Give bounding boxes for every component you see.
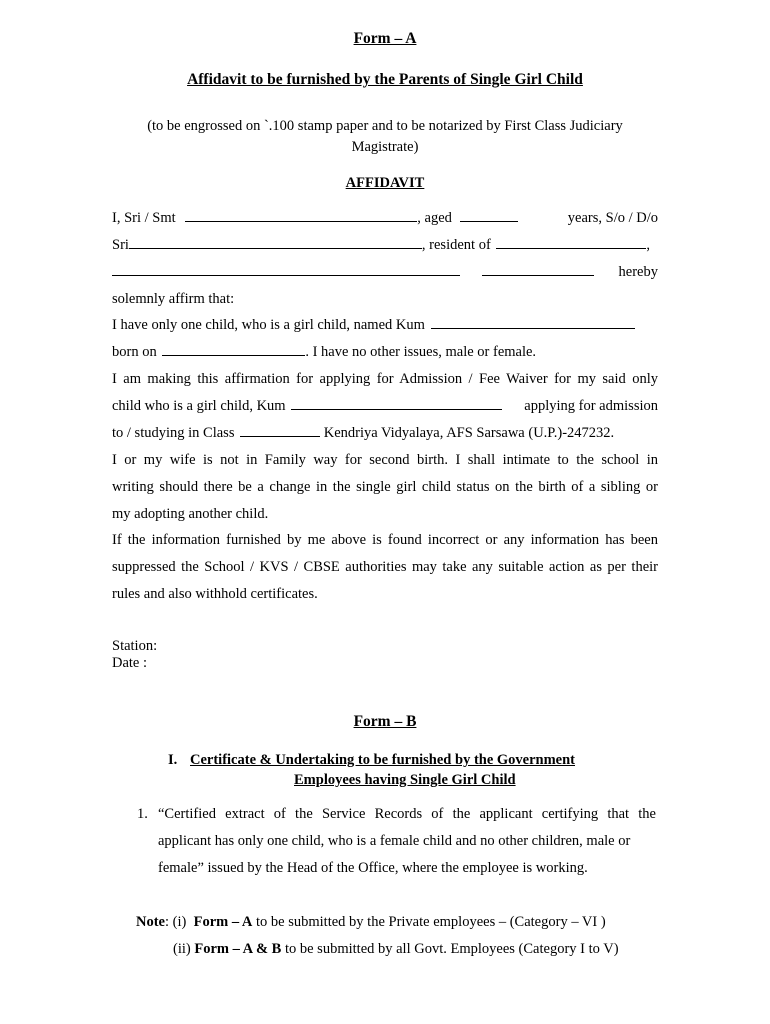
affidavit-line-address bbox=[112, 259, 658, 286]
adoption-line: my adopting another child. bbox=[112, 506, 269, 522]
note-text: : (i) bbox=[165, 914, 194, 930]
line-text: I have only one child, who is a girl child, named Kum bbox=[112, 317, 425, 333]
child-name-blank-2[interactable] bbox=[291, 408, 502, 410]
age-blank[interactable] bbox=[460, 220, 518, 222]
note-form-name: Form – A & B bbox=[194, 941, 282, 957]
residence-blank[interactable] bbox=[496, 247, 646, 249]
affidavit-line-class bbox=[112, 420, 658, 447]
item-line3: female” issued by the Head of the Office, where the employee is working. bbox=[158, 860, 588, 876]
line-text: applying for admission bbox=[524, 398, 658, 414]
note-form-name: Form – A bbox=[193, 914, 253, 930]
address-blank-2[interactable] bbox=[482, 274, 594, 276]
stamp-note-line2: Magistrate) bbox=[351, 139, 419, 155]
line-text: Sri bbox=[112, 237, 129, 253]
stamp-note-line1: (to be engrossed on `.100 stamp paper and to be notarized by First Class Judiciary bbox=[147, 118, 623, 134]
line-text: , aged bbox=[417, 210, 452, 226]
section-number: I. bbox=[168, 752, 178, 768]
family-way-line: I or my wife is not in Family way for second birth. I shall intimate to the school in bbox=[112, 452, 658, 468]
child-name-blank[interactable] bbox=[431, 327, 635, 329]
line-text: child who is a girl child, Kum bbox=[112, 398, 286, 414]
line-text: years, S/o / D/o bbox=[567, 210, 658, 226]
note-label: Note bbox=[136, 914, 165, 930]
line-text: to / studying in Class bbox=[112, 425, 235, 441]
line-text: born on bbox=[112, 344, 157, 360]
affidavit-line-name bbox=[112, 205, 658, 232]
item-line1: “Certified extract of the Service Records of the applicant certifying that the bbox=[158, 806, 656, 822]
section-title-line1: Certificate & Undertaking to be furnished by the Government bbox=[190, 752, 576, 768]
affidavit-line-dob bbox=[112, 339, 658, 366]
class-blank[interactable] bbox=[240, 435, 320, 437]
form-b-heading: Form – B bbox=[353, 713, 417, 730]
affidavit-line-kum bbox=[112, 393, 658, 420]
affirmation-line: I am making this affirmation for applying for Admission / Fee Waiver for my said only bbox=[112, 371, 658, 387]
affidavit-heading: AFFIDAVIT bbox=[345, 175, 425, 191]
item-number: 1. bbox=[137, 806, 148, 822]
line-text: , bbox=[646, 237, 651, 253]
dob-blank[interactable] bbox=[162, 354, 305, 356]
affidavit-line-child bbox=[112, 312, 658, 339]
line-text: hereby bbox=[618, 264, 658, 280]
note-text: to be submitted by the Private employees – (Category – VI ) bbox=[252, 914, 606, 930]
authority-action-line: suppressed the School / KVS / CBSE authorities may take any suitable action as per their bbox=[112, 559, 658, 575]
affirm-intro: solemnly affirm that: bbox=[112, 291, 235, 307]
line-text: I, Sri / Smt bbox=[112, 210, 176, 226]
note-line-2 bbox=[173, 941, 619, 958]
date-label: Date : bbox=[112, 655, 148, 671]
line-text: Kendriya Vidyalaya, AFS Sarsawa (U.P.)-247232. bbox=[323, 425, 615, 441]
parent-name-blank[interactable] bbox=[129, 247, 422, 249]
withhold-line: rules and also withhold certificates. bbox=[112, 586, 318, 602]
affidavit-line-parent bbox=[112, 232, 658, 259]
note-text: (ii) bbox=[173, 941, 195, 957]
intimation-line: writing should there be a change in the single girl child status on the birth of a sibling or bbox=[112, 479, 658, 495]
item-line2: applicant has only one child, who is a female child and no other children, male or bbox=[158, 833, 631, 849]
station-label: Station: bbox=[112, 638, 158, 654]
incorrect-info-line: If the information furnished by me above is found incorrect or any information has been bbox=[112, 532, 658, 548]
form-a-title: Affidavit to be furnished by the Parents of Single Girl Child bbox=[187, 71, 583, 88]
note-line-1 bbox=[136, 914, 606, 931]
name-blank[interactable] bbox=[185, 220, 417, 222]
note-text: to be submitted by all Govt. Employees (Category I to V) bbox=[281, 941, 619, 957]
address-blank[interactable] bbox=[112, 274, 460, 276]
line-text: . I have no other issues, male or female. bbox=[305, 344, 537, 360]
form-a-heading: Form – A bbox=[353, 30, 417, 47]
line-text: , resident of bbox=[421, 237, 491, 253]
section-title-line2: Employees having Single Girl Child bbox=[294, 772, 516, 788]
